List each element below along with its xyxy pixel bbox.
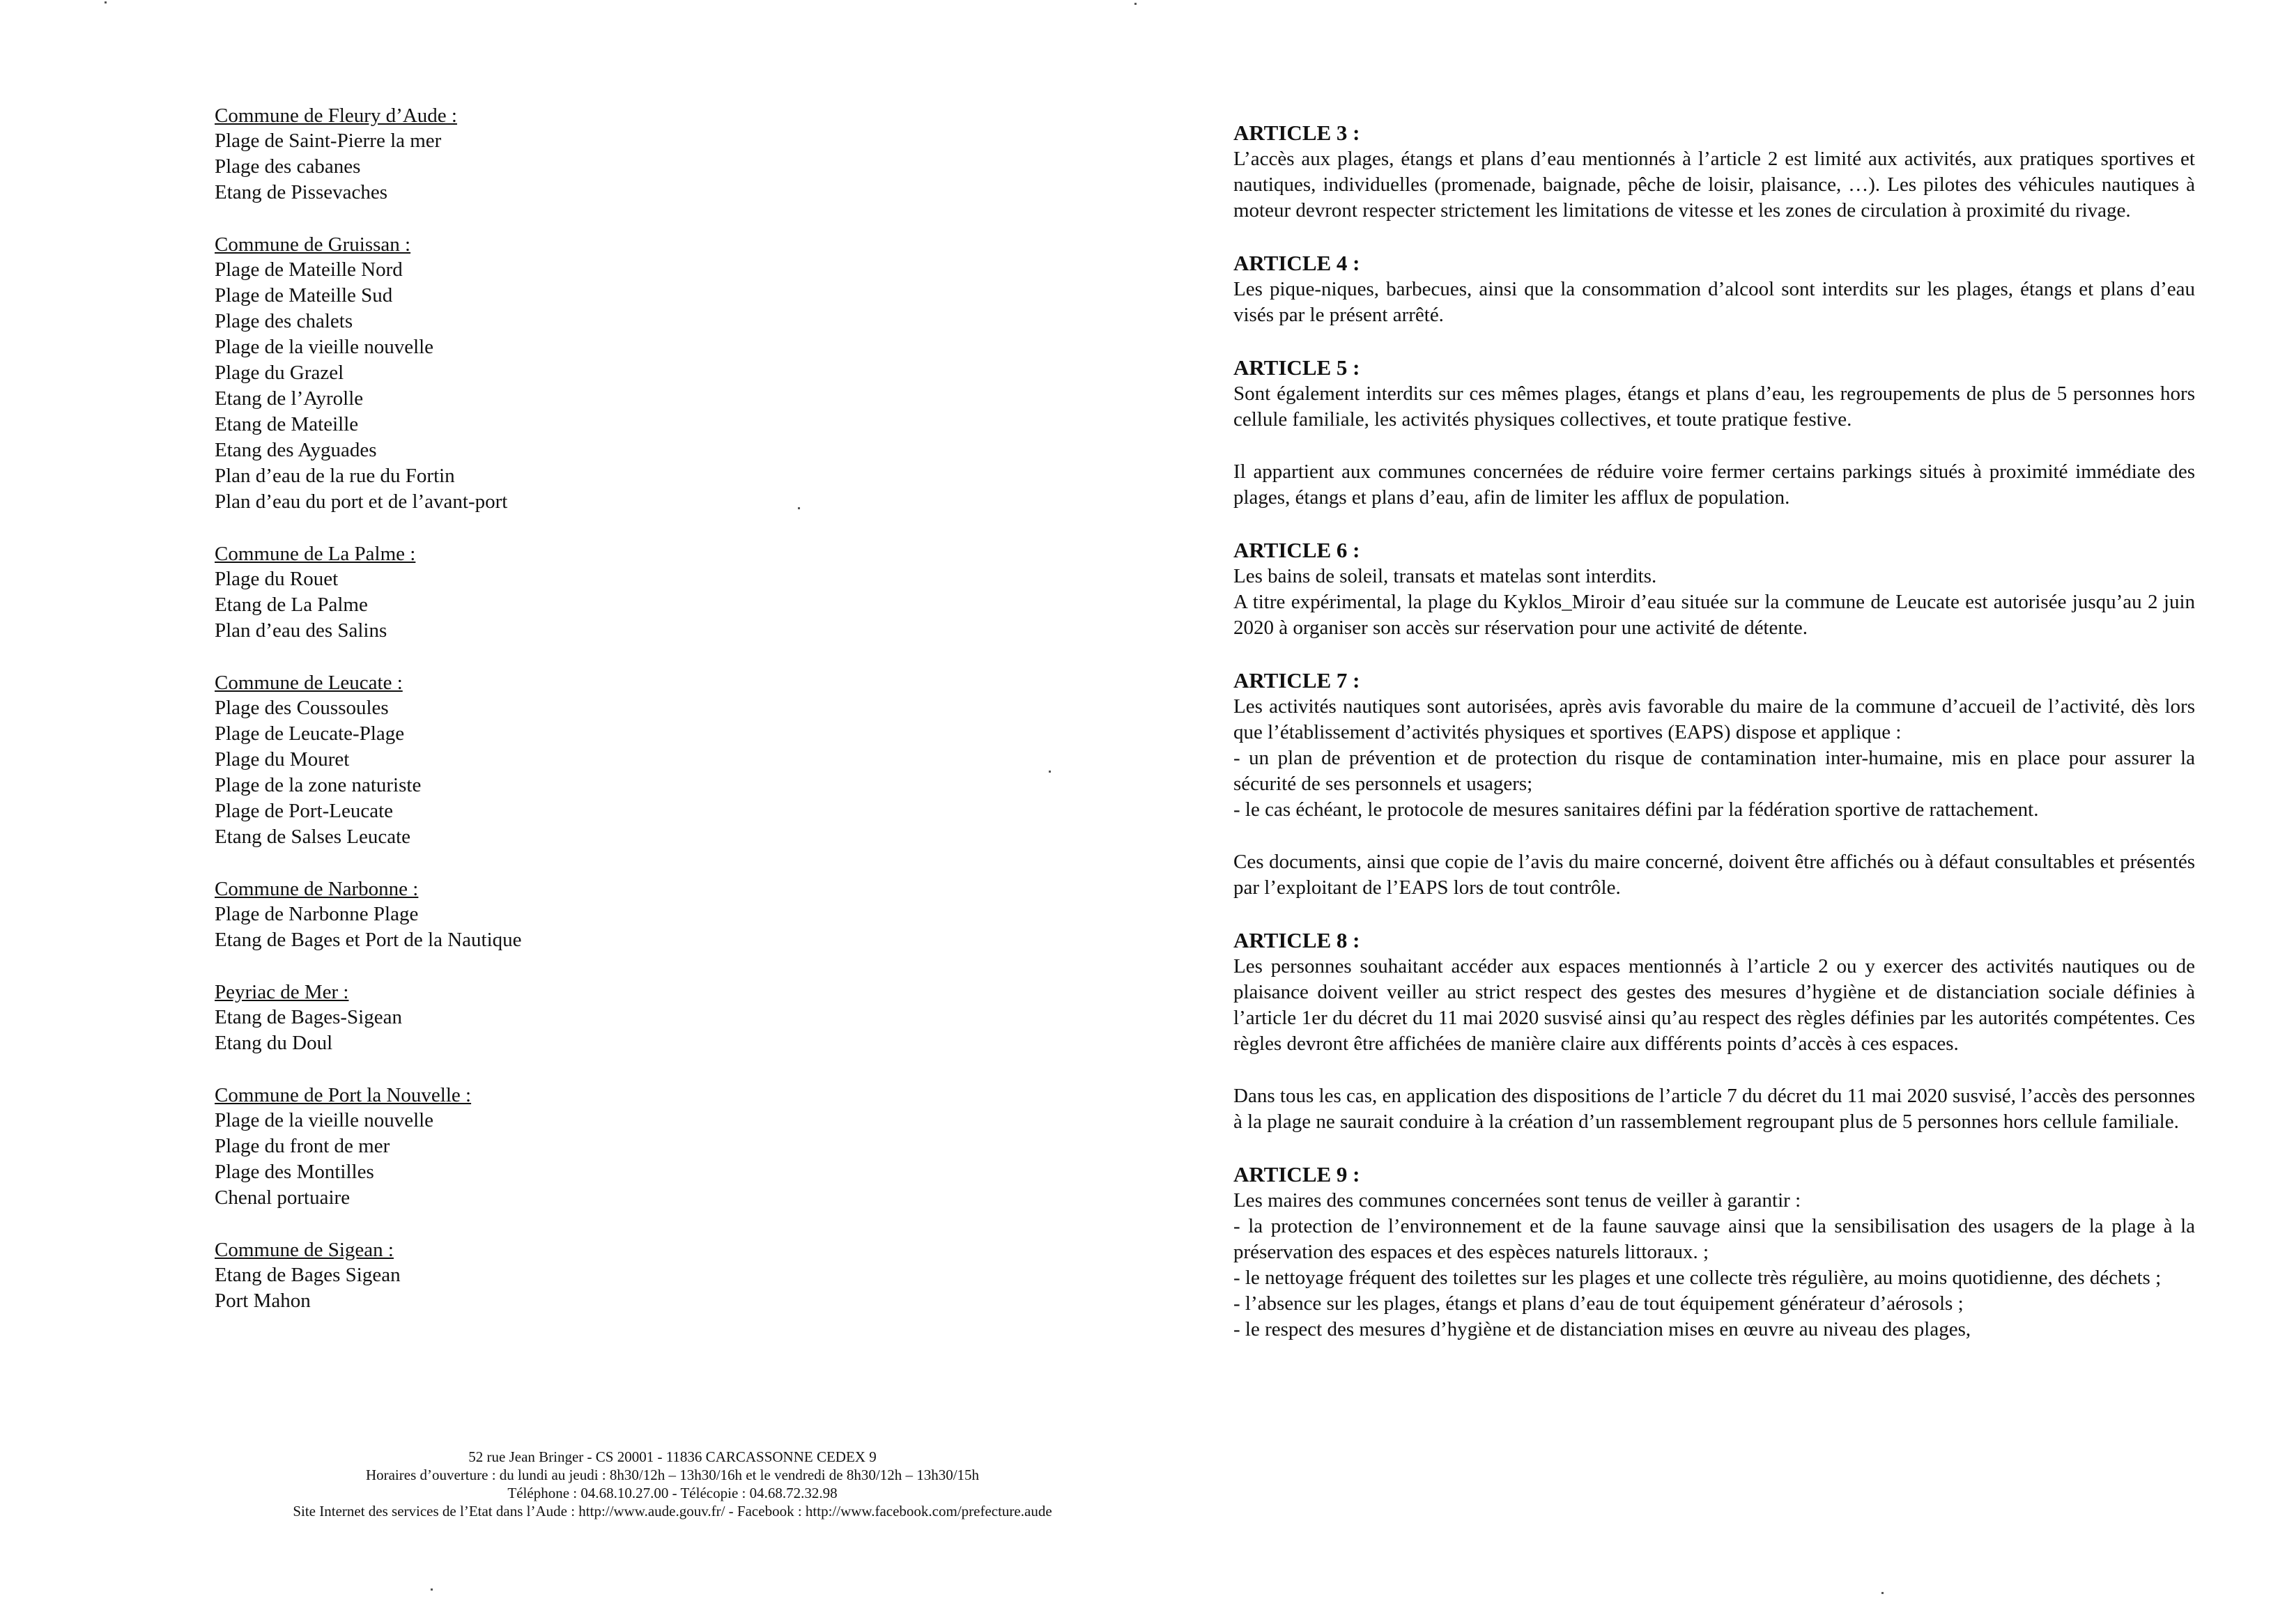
article-paragraph: - l’absence sur les plages, étangs et plans d’eau de tout équipement générateur d’aérosols ;	[1233, 1292, 1964, 1315]
place-item: Chenal portuaire	[215, 1186, 351, 1209]
place-item: Port Mahon	[215, 1290, 311, 1312]
article-block	[1233, 355, 2195, 511]
place-item: Plage des Montilles	[215, 1161, 374, 1183]
article-block	[1233, 927, 2195, 1135]
article-paragraph: Il appartient aux communes concernées de réduire voire fermer certains parkings situés à proximité immédiate des plages, étangs et plans d’eau, afin de limiter les afflux de population.	[1233, 461, 2195, 509]
scan-speck	[1881, 1592, 1884, 1594]
place-item: Plage du front de mer	[215, 1135, 390, 1157]
place-item: Plage des cabanes	[215, 155, 361, 178]
article-block	[1233, 537, 2195, 641]
commune-title: Commune de Gruissan :	[215, 233, 411, 256]
commune-block	[215, 876, 1121, 953]
commune-block	[215, 980, 1121, 1056]
article-title: ARTICLE 7 :	[1233, 668, 1360, 693]
place-item: Etang du Doul	[215, 1032, 333, 1054]
commune-title: Commune de Sigean :	[215, 1239, 394, 1261]
article-title: ARTICLE 5 :	[1233, 355, 1360, 380]
article-title: ARTICLE 3 :	[1233, 121, 1360, 145]
place-item: Etang de La Palme	[215, 594, 368, 616]
place-item: Plage du Rouet	[215, 568, 339, 590]
place-item: Etang de Salses Leucate	[215, 826, 411, 848]
article-block	[1233, 250, 2195, 328]
scan-speck	[1049, 771, 1051, 773]
place-item: Plage des chalets	[215, 310, 353, 332]
commune-title: Commune de Leucate :	[215, 672, 403, 694]
scan-speck	[105, 1, 107, 3]
commune-title: Commune de Fleury d’Aude :	[215, 105, 457, 127]
article-paragraph: L’accès aux plages, étangs et plans d’eau mentionnés à l’article 2 est limité aux activités, aux pratiques sportives et nautiques, individuelles (promenade, baignade, pêche de loisir, plaisance, …). Les pilotes des véhicules nautiques à moteur devront respecter strictement les limitations de vitesse et les zones de circulation à proximité du rivage.	[1233, 148, 2195, 222]
commune-block	[215, 1237, 1121, 1314]
place-item: Etang de Bages et Port de la Nautique	[215, 929, 522, 951]
article-paragraph: - la protection de l’environnement et de la faune sauvage ainsi que la sensibilisation des usagers de la plage à la préservation des espaces et des espèces naturels littoraux. ;	[1233, 1215, 2195, 1263]
article-block	[1233, 667, 2195, 901]
article-paragraph: - le cas échéant, le protocole de mesures sanitaires défini par la fédération sportive de rattachement.	[1233, 798, 2039, 821]
place-item: Plage des Coussoules	[215, 697, 389, 719]
commune-block	[215, 541, 1121, 644]
place-item: Etang de Bages Sigean	[215, 1264, 401, 1286]
place-item: Plage de la vieille nouvelle	[215, 1109, 434, 1131]
place-item: Etang de Pissevaches	[215, 181, 388, 203]
commune-title: Commune de Narbonne :	[215, 878, 419, 900]
place-item: Plage de Mateille Sud	[215, 284, 393, 307]
article-paragraph: Les personnes souhaitant accéder aux espaces mentionnés à l’article 2 ou y exercer des activités nautiques ou de plaisance doivent veiller au strict respect des gestes des mesures d’hygiène et de distanciation sociale définies à l’article 1er du décret du 11 mai 2020 susvisé ainsi qu’au respect des règles définies par les autorités compétentes. Ces règles devront être affichées de manière claire aux différents points d’accès à ces espaces.	[1233, 955, 2195, 1055]
article-title: ARTICLE 4 :	[1233, 251, 1360, 275]
article-paragraph: Les pique-niques, barbecues, ainsi que la consommation d’alcool sont interdits sur les plages, étangs et plans d’eau visés par le présent arrêté.	[1233, 278, 2195, 326]
right-column	[1233, 120, 2195, 1369]
article-paragraph: - le respect des mesures d’hygiène et de distanciation mises en œuvre au niveau des plages,	[1233, 1318, 1971, 1340]
commune-title: Commune de La Palme :	[215, 543, 416, 565]
commune-block	[215, 103, 1121, 206]
commune-title: Peyriac de Mer :	[215, 981, 349, 1003]
place-item: Plage de la zone naturiste	[215, 774, 422, 796]
place-item: Plan d’eau de la rue du Fortin	[215, 465, 455, 487]
place-item: Plage de Port-Leucate	[215, 800, 394, 822]
footer-phone: Téléphone : 04.68.10.27.00 - Télécopie : 04.68.72.32.98	[507, 1485, 838, 1501]
place-item: Etang de Bages-Sigean	[215, 1006, 402, 1028]
place-item: Plan d’eau du port et de l’avant-port	[215, 490, 508, 513]
article-title: ARTICLE 9 :	[1233, 1162, 1360, 1186]
article-paragraph: - un plan de prévention et de protection du risque de contamination inter-humaine, mis en place pour assurer la sécurité de ses personnels et usagers;	[1233, 747, 2195, 795]
place-item: Plage du Mouret	[215, 748, 350, 771]
article-block	[1233, 120, 2195, 224]
place-item: Plage du Grazel	[215, 362, 344, 384]
scan-speck	[798, 507, 800, 509]
scan-speck	[431, 1588, 433, 1591]
article-title: ARTICLE 8 :	[1233, 928, 1360, 952]
left-column	[215, 103, 1121, 1340]
footer	[265, 1448, 1080, 1520]
footer-website: Site Internet des services de l’Etat dans l’Aude : http://www.aude.gouv.fr/ - Facebook : http://www.facebook.com/prefecture.aude	[293, 1503, 1052, 1519]
scan-speck	[1134, 3, 1137, 5]
place-item: Plage de Mateille Nord	[215, 258, 403, 281]
article-paragraph: Sont également interdits sur ces mêmes plages, étangs et plans d’eau, les regroupements de plus de 5 personnes hors cellule familiale, les activités physiques collectives, et toute pratique festive.	[1233, 382, 2195, 431]
place-item: Etang de l’Ayrolle	[215, 387, 364, 410]
commune-block	[215, 232, 1121, 515]
article-paragraph: Dans tous les cas, en application des dispositions de l’article 7 du décret du 11 mai 2020 susvisé, l’accès des personnes à la plage ne saurait conduire à la création d’un rassemblement regroupant plus de 5 personnes hors cellule familiale.	[1233, 1085, 2195, 1133]
article-paragraph: - le nettoyage fréquent des toilettes sur les plages et une collecte très régulière, au moins quotidienne, des déchets ;	[1233, 1267, 2162, 1289]
place-item: Plan d’eau des Salins	[215, 619, 387, 642]
article-paragraph: Les maires des communes concernées sont tenus de veiller à garantir :	[1233, 1189, 1801, 1212]
article-title: ARTICLE 6 :	[1233, 538, 1360, 562]
commune-block	[215, 1083, 1121, 1211]
article-paragraph: A titre expérimental, la plage du Kyklos_Miroir d’eau située sur la commune de Leucate est autorisée jusqu’au 2 juin 2020 à organiser son accès sur réservation pour une activité de détente.	[1233, 591, 2195, 639]
article-paragraph: Les activités nautiques sont autorisées, après avis favorable du maire de la commune d’accueil de l’activité, dès lors que l’établissement d’activités physiques et sportives (EAPS) dispose et applique :	[1233, 695, 2195, 743]
commune-block	[215, 670, 1121, 850]
footer-hours: Horaires d’ouverture : du lundi au jeudi : 8h30/12h – 13h30/16h et le vendredi de 8h30/12h – 13h30/15h	[365, 1467, 980, 1483]
place-item: Plage de Narbonne Plage	[215, 903, 419, 925]
article-paragraph: Les bains de soleil, transats et matelas sont interdits.	[1233, 565, 1657, 587]
article-block	[1233, 1161, 2195, 1343]
place-item: Etang de Mateille	[215, 413, 359, 435]
place-item: Plage de la vieille nouvelle	[215, 336, 434, 358]
place-item: Plage de Leucate-Plage	[215, 722, 405, 745]
footer-address: 52 rue Jean Bringer - CS 20001 - 11836 CARCASSONNE CEDEX 9	[468, 1448, 877, 1465]
place-item: Etang des Ayguades	[215, 439, 377, 461]
commune-title: Commune de Port la Nouvelle :	[215, 1084, 472, 1106]
place-item: Plage de Saint-Pierre la mer	[215, 130, 442, 152]
article-paragraph: Ces documents, ainsi que copie de l’avis du maire concerné, doivent être affichés ou à défaut consultables et présentés par l’exploitant de l’EAPS lors de tout contrôle.	[1233, 851, 2195, 899]
